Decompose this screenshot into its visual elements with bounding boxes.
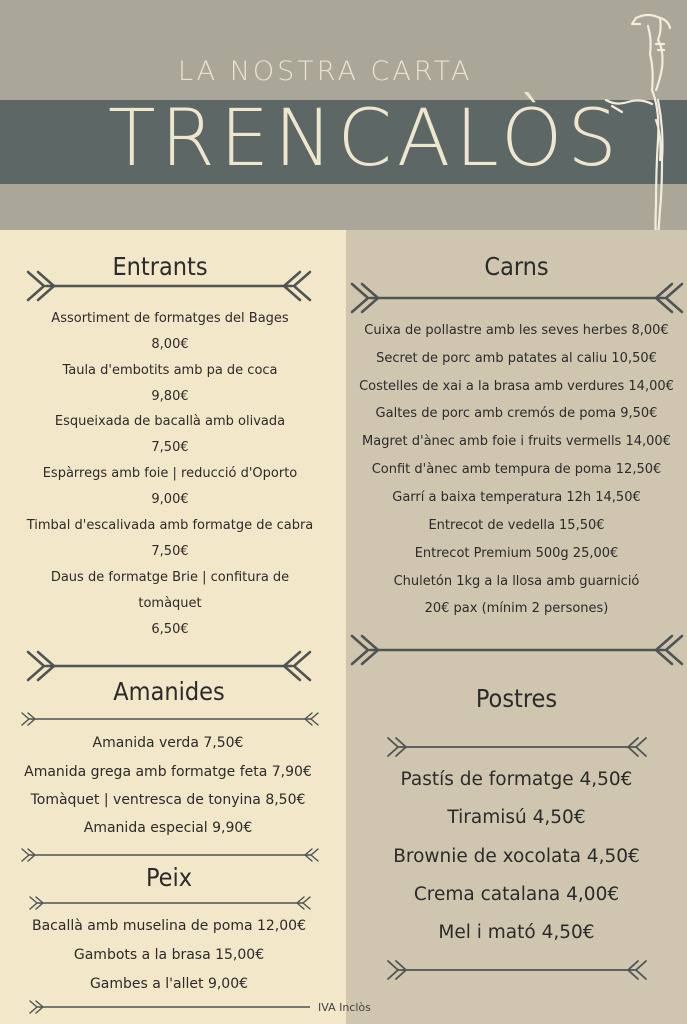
- section-title-carns: Carns: [484, 252, 549, 281]
- section-title-entrants: Entrants: [112, 252, 208, 281]
- list-item: Magret d'ànec amb foie i fruits vermells 14,00€: [362, 434, 671, 449]
- list-item: Pastís de formatge 4,50€: [400, 769, 633, 790]
- list-item: Mel i mató 4,50€: [438, 922, 595, 943]
- list-item: Gambes a l'allet 9,00€: [89, 976, 249, 992]
- list-item: Amanida grega amb formatge feta 7,90€: [24, 764, 312, 780]
- list-item: Tomàquet | ventresca de tonyina 8,50€: [30, 792, 306, 808]
- list-item: Gambots a la brasa 15,00€: [73, 947, 265, 963]
- list-item: Timbal d'escalivada amb formatge de cabra: [26, 518, 314, 533]
- section-title-amanides: Amanides: [113, 677, 225, 706]
- list-item: Costelles de xai a la brasa amb verdures 14,00€: [359, 379, 674, 394]
- vat-note: IVA Inclòs: [318, 1001, 371, 1014]
- list-item: 20€ pax (mínim 2 persones): [424, 601, 609, 616]
- list-item: Crema catalana 4,00€: [413, 884, 620, 905]
- list-item: Galtes de porc amb cremós de poma 9,50€: [375, 406, 658, 421]
- list-item: Secret de porc amb patates al caliu 10,50€: [376, 351, 657, 366]
- list-item: Garrí a baixa temperatura 12h 14,50€: [392, 490, 641, 505]
- list-item: Tiramisú 4,50€: [447, 807, 586, 828]
- list-item: Assortiment de formatges del Bages: [51, 311, 289, 326]
- arrow-divider: [28, 998, 310, 1016]
- list-item: 6,50€: [151, 622, 189, 637]
- arrow-divider: [350, 630, 684, 670]
- list-item: Brownie de xocolata 4,50€: [393, 846, 640, 867]
- list-item: Taula d'embotits amb pa de coca: [62, 363, 278, 378]
- list-item: Cuixa de pollastre amb les seves herbes 8,00€: [364, 323, 669, 338]
- list-item: 8,00€: [151, 337, 189, 352]
- list-item: tomàquet: [138, 596, 202, 611]
- menu-subtitle: LA NOSTRA CARTA: [178, 56, 473, 87]
- list-item: 7,50€: [151, 440, 189, 455]
- arrow-divider: [386, 957, 648, 983]
- section-title-peix: Peix: [145, 863, 193, 892]
- arrow-divider: [28, 894, 312, 912]
- bearded-vulture-icon: [602, 10, 682, 242]
- arrow-divider: [26, 266, 312, 306]
- list-item: Esqueixada de bacallà amb olivada: [54, 414, 286, 429]
- list-item: Amanida verda 7,50€: [92, 735, 244, 751]
- arrow-divider: [386, 734, 648, 760]
- arrow-divider: [20, 846, 320, 864]
- list-item: Chuletón 1kg a la llosa amb guarnició: [393, 574, 640, 589]
- list-item: 9,80€: [151, 389, 189, 404]
- list-item: Entrecot Premium 500g 25,00€: [414, 546, 619, 561]
- list-item: Espàrregs amb foie | reducció d'Oporto: [42, 466, 298, 481]
- restaurant-title: TRENCALÒS: [108, 94, 622, 184]
- arrow-divider: [20, 710, 320, 728]
- list-item: Amanida especial 9,90€: [83, 820, 253, 836]
- section-title-postres: Postres: [475, 684, 558, 713]
- list-item: Bacallà amb muselina de poma 12,00€: [32, 918, 306, 934]
- arrow-divider: [350, 278, 684, 318]
- list-item: Entrecot de vedella 15,50€: [428, 518, 605, 533]
- list-item: Daus de formatge Brie | confitura de: [50, 570, 290, 585]
- list-item: Confit d'ànec amb tempura de poma 12,50€: [371, 462, 662, 477]
- list-item: 9,00€: [151, 492, 189, 507]
- list-item: 7,50€: [151, 544, 189, 559]
